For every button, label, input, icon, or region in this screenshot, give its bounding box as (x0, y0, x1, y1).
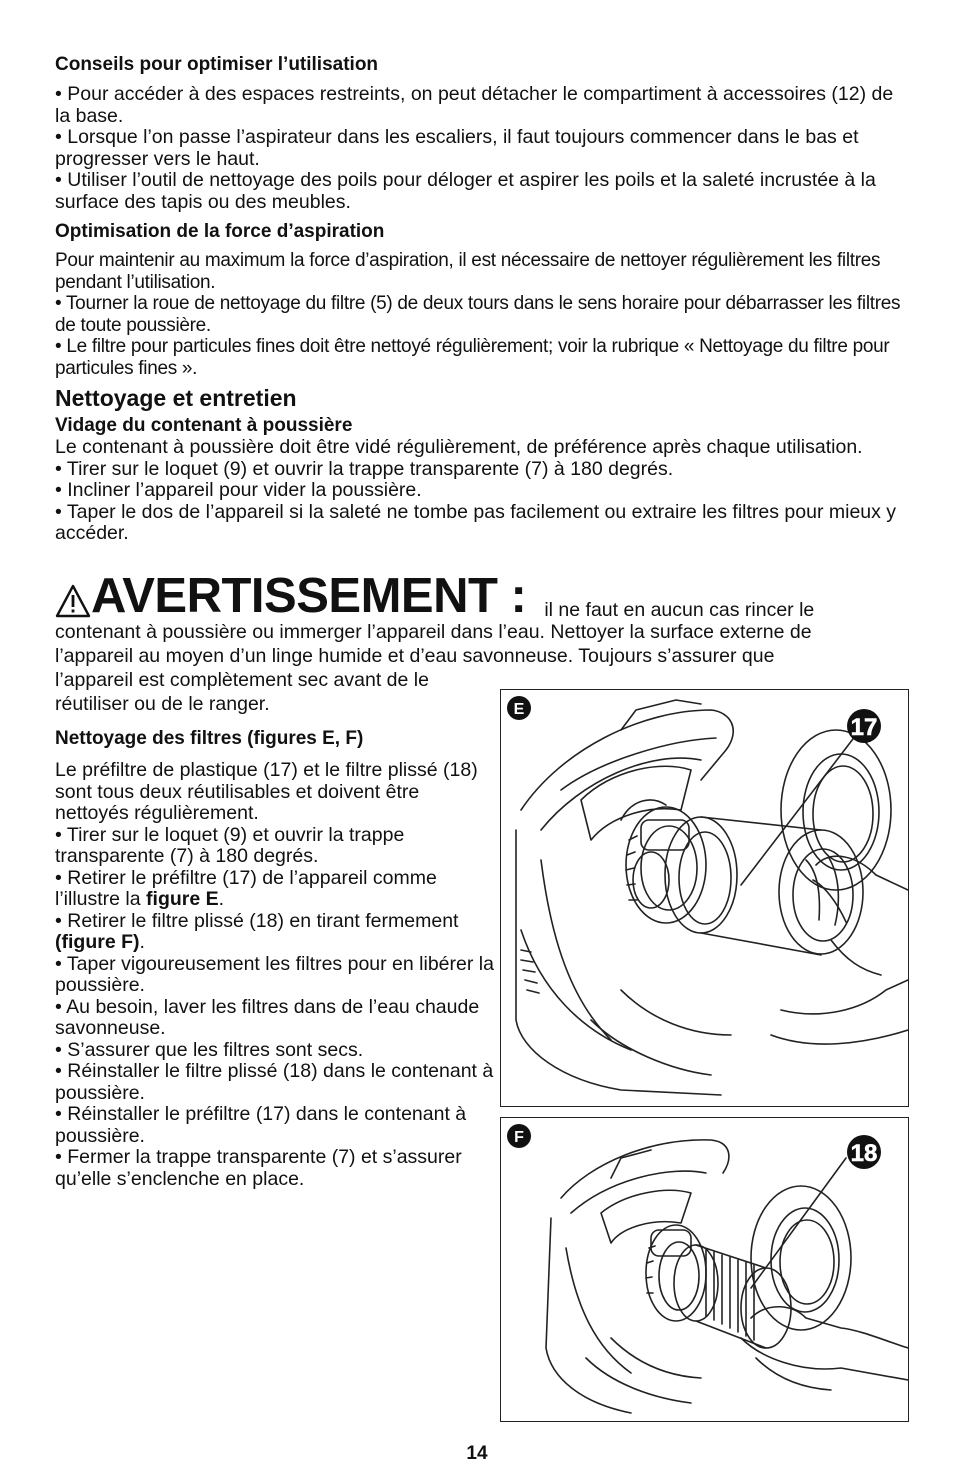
warning-inline-text: il ne faut en aucun cas rincer le (544, 599, 815, 621)
callout-18 (847, 1135, 881, 1169)
callout-18-label: 18 (850, 1140, 878, 1167)
section-cleaning-maintenance (55, 385, 907, 545)
heading-usage-tips: Conseils pour optimiser l’utilisation (55, 54, 379, 75)
section-usage-tips (55, 54, 907, 213)
warning-line: l’appareil est complètement sec avant de le (55, 669, 429, 691)
tip-item: • Utiliser l’outil de nettoyage des poils pour déloger et aspirer les poils et la saleté incrustée à la surface des tapis ou des meubles. (55, 169, 876, 213)
filter-item: • Retirer le préfiltre (17) de l’appareil comme l’illustre la figure E. (55, 866, 437, 910)
warning-line: l’appareil au moyen d’un linge humide et d’eau savonneuse. Toujours s’assurer que (55, 645, 775, 667)
subheading-dust-bin: Vidage du contenant à poussière (55, 415, 353, 436)
figure-f (500, 1117, 909, 1422)
filter-item: • Retirer le filtre plissé (18) en tirant fermement (figure F). (55, 909, 459, 953)
section-suction-optimization (55, 221, 907, 379)
suction-item: • Le filtre pour particules fines doit être nettoyé régulièrement; voir la rubrique « Nettoyage du filtre pour particules fines ». (55, 336, 890, 379)
filter-intro: Le préfiltre de plastique (17) et le filtre plissé (18) sont tous deux réutilisables et doivent être nettoyés régulièrement. (55, 759, 478, 824)
figure-e-badge (507, 696, 531, 720)
filter-item: • Réinstaller le filtre plissé (18) dans le contenant à poussière. (55, 1060, 494, 1104)
warning-triangle-icon (55, 584, 91, 618)
figure-f-reference: (figure F) (55, 931, 140, 953)
figure-e (500, 689, 909, 1107)
filter-item: • Au besoin, laver les filtres dans de l’eau chaude savonneuse. (55, 995, 480, 1039)
warning-line: contenant à poussière ou immerger l’appareil dans l’eau. Nettoyer la surface externe de (55, 621, 812, 643)
figure-e-reference: figure E (146, 888, 219, 910)
dust-bin-item: • Tirer sur le loquet (9) et ouvrir la trappe transparente (7) à 180 degrés. (55, 457, 674, 480)
figure-f-letter: F (514, 1129, 524, 1146)
figure-f-illustration (501, 1118, 908, 1421)
figure-e-illustration (501, 690, 908, 1106)
suction-intro: Pour maintenir au maximum la force d’aspiration, il est nécessaire de nettoyer régulièrement les filtres pendant l’utilisation. (55, 250, 881, 293)
tip-item: • Lorsque l’on passe l’aspirateur dans les escaliers, il faut toujours commencer dans le bas et progresser vers le haut. (55, 126, 859, 170)
heading-suction: Optimisation de la force d’aspiration (55, 221, 385, 242)
page-number: 14 (466, 1443, 488, 1464)
dust-bin-item: • Taper le dos de l’appareil si la saleté ne tombe pas facilement ou extraire les filtres pour mieux y accéder. (55, 500, 897, 544)
figure-e-letter: E (513, 701, 525, 718)
heading-filter-cleaning: Nettoyage des filtres (figures E, F) (55, 728, 364, 749)
warning-heading-line (55, 570, 915, 622)
warning-title: AVERTISSEMENT : (91, 569, 527, 623)
heading-cleaning: Nettoyage et entretien (55, 385, 297, 411)
warning-line: réutiliser ou de le ranger. (55, 693, 270, 715)
dust-bin-item: • Incliner l’appareil pour vider la poussière. (55, 479, 422, 501)
section-filter-cleaning (55, 728, 495, 1190)
tip-item: • Pour accéder à des espaces restreints, on peut détacher le compartiment à accessoires (12) de la base. (55, 83, 894, 127)
filter-item: • S’assurer que les filtres sont secs. (55, 1038, 364, 1061)
figure-f-badge (507, 1124, 531, 1148)
filter-item: • Tirer sur le loquet (9) et ouvrir la trappe transparente (7) à 180 degrés. (55, 823, 405, 867)
filter-item: • Fermer la trappe transparente (7) et s’assurer qu’elle s’enclenche en place. (55, 1146, 462, 1190)
filter-item: • Réinstaller le préfiltre (17) dans le contenant à poussière. (55, 1103, 467, 1147)
dust-bin-intro: Le contenant à poussière doit être vidé régulièrement, de préférence après chaque utilisation. (55, 436, 863, 458)
suction-item: • Tourner la roue de nettoyage du filtre (5) de deux tours dans le sens horaire pour débarrasser les filtres de toute poussière. (55, 293, 901, 336)
callout-17 (847, 709, 881, 743)
filter-item: • Taper vigoureusement les filtres pour en libérer la poussière. (55, 952, 494, 996)
callout-17-label: 17 (850, 714, 878, 741)
